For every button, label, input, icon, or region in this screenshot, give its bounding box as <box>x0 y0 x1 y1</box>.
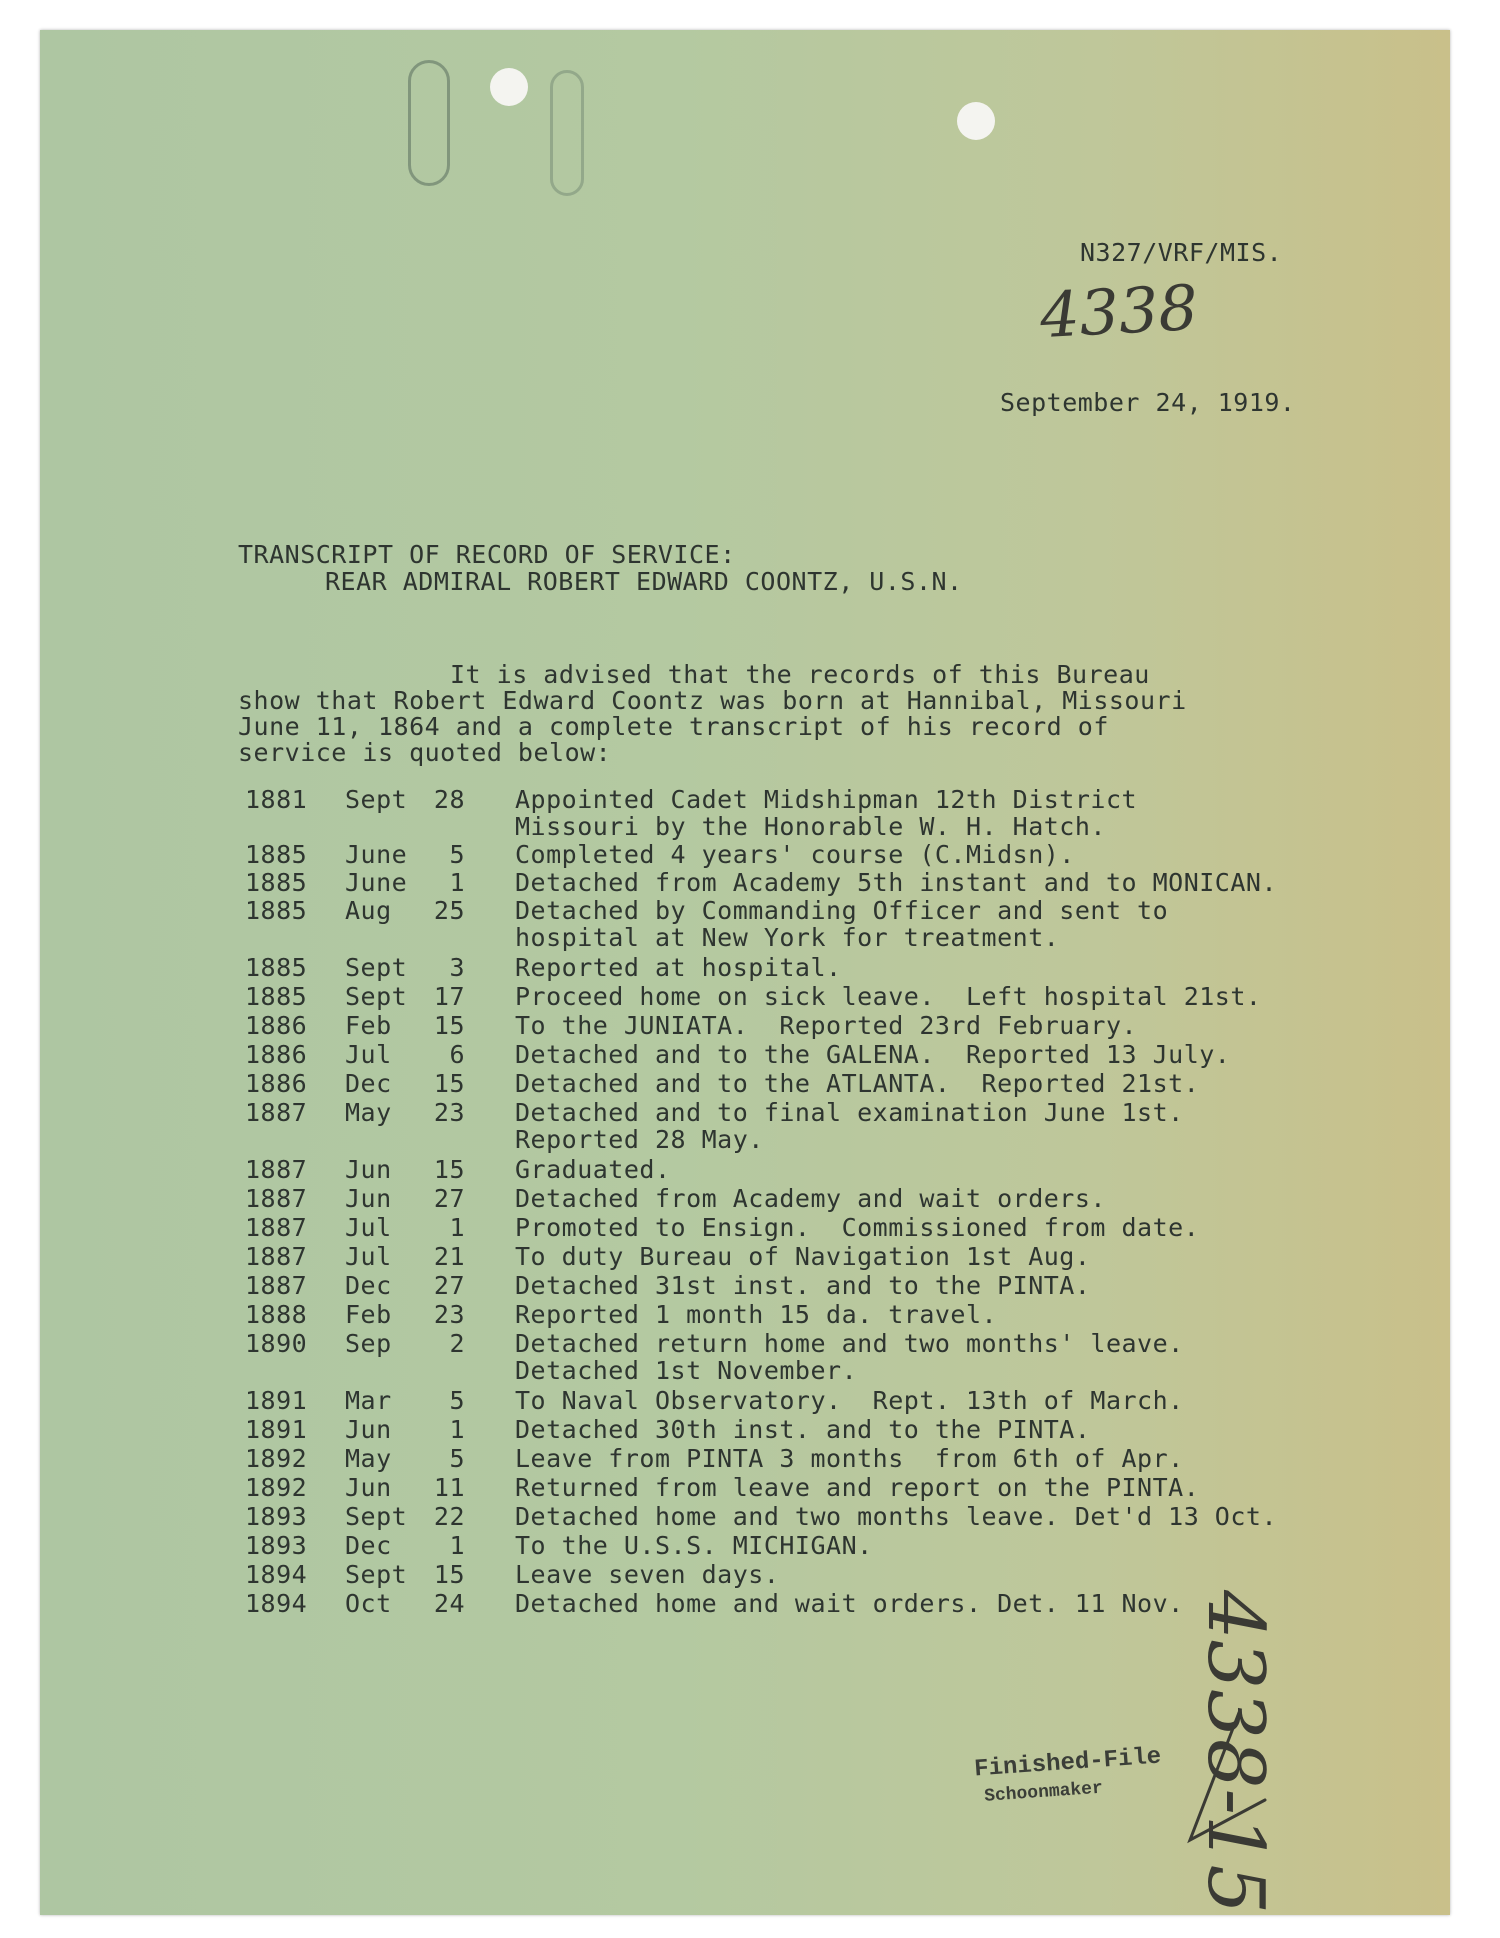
record-row <box>245 1531 873 1561</box>
record-month: Aug <box>345 896 392 925</box>
record-day: 5 <box>449 840 465 869</box>
record-day: 23 <box>433 1300 465 1329</box>
record-entry: Detached and to the GALENA. Reported 13 July. <box>515 1040 1231 1069</box>
record-month: May <box>345 1444 392 1473</box>
document-page <box>40 30 1450 1915</box>
record-entry: Proceed home on sick leave. Left hospital 21st. <box>515 982 1262 1011</box>
record-year: 1893 <box>245 1502 308 1531</box>
record-day: 5 <box>449 1386 465 1415</box>
record-day: 27 <box>433 1271 465 1300</box>
record-year: 1887 <box>245 1098 308 1127</box>
record-month: Sep <box>345 1329 392 1358</box>
record-year: 1887 <box>245 1155 308 1184</box>
record-row <box>245 1444 1184 1474</box>
record-year: 1892 <box>245 1473 308 1502</box>
record-entry: Detached from Academy and wait orders. <box>515 1184 1106 1213</box>
record-month: Jun <box>345 1415 392 1444</box>
record-entry: Leave from PINTA 3 months from 6th of Apr. <box>515 1444 1184 1473</box>
record-entry: Detached from Academy 5th instant and to MONICAN. <box>515 868 1278 897</box>
record-day: 5 <box>449 1444 465 1473</box>
record-year: 1881 <box>245 785 308 814</box>
record-year: 1885 <box>245 896 308 925</box>
record-day: 1 <box>449 1415 465 1444</box>
record-month: Oct <box>345 1589 392 1618</box>
record-day: 1 <box>449 1531 465 1560</box>
record-row <box>245 1242 1091 1272</box>
record-entry: Graduated. <box>515 1155 671 1184</box>
record-month: Jun <box>345 1155 392 1184</box>
punch-hole-right <box>957 102 995 140</box>
handwritten-number: 4338 <box>1038 270 1200 353</box>
record-year: 1887 <box>245 1213 308 1242</box>
record-year: 1886 <box>245 1040 308 1069</box>
record-month: Sept <box>345 785 408 814</box>
record-row <box>245 1386 1184 1416</box>
punch-hole-left <box>490 68 528 106</box>
record-day: 15 <box>433 1069 465 1098</box>
record-row <box>245 1098 1184 1128</box>
record-day: 15 <box>433 1155 465 1184</box>
record-day: 28 <box>433 785 465 814</box>
record-month: Feb <box>345 1300 392 1329</box>
record-row <box>245 1415 1091 1445</box>
record-month: Jul <box>345 1242 392 1271</box>
record-day: 27 <box>433 1184 465 1213</box>
record-day: 24 <box>433 1589 465 1618</box>
record-row <box>245 1300 998 1330</box>
record-month: Jun <box>345 1473 392 1502</box>
record-year: 1894 <box>245 1560 308 1589</box>
record-entry: Promoted to Ensign. Commissioned from date. <box>515 1213 1200 1242</box>
record-month: Dec <box>345 1531 392 1560</box>
record-row <box>245 1271 1091 1301</box>
record-entry: Detached return home and two months' leave. <box>515 1329 1184 1358</box>
record-row <box>245 1473 1200 1503</box>
record-row <box>245 1011 1138 1041</box>
record-row <box>245 1560 780 1590</box>
record-day: 25 <box>433 896 465 925</box>
record-year: 1886 <box>245 1069 308 1098</box>
file-reference: N327/VRF/MIS. <box>1080 238 1283 267</box>
intro-line-1: It is advised that the records of this Bureau <box>450 660 1150 689</box>
record-entry: Detached home and wait orders. Det. 11 Nov. <box>515 1589 1184 1618</box>
finished-file-stamp <box>973 1744 1163 1808</box>
record-month: May <box>345 1098 392 1127</box>
record-entry: Detached home and two months leave. Det'd 13 Oct. <box>515 1502 1278 1531</box>
record-entry: Detached by Commanding Officer and sent to <box>515 896 1169 925</box>
record-year: 1887 <box>245 1271 308 1300</box>
record-day: 2 <box>449 1329 465 1358</box>
record-entry: To duty Bureau of Navigation 1st Aug. <box>515 1242 1091 1271</box>
record-entry-continued: hospital at New York for treatment. <box>515 923 1060 952</box>
record-month: Sept <box>345 982 408 1011</box>
record-year: 1892 <box>245 1444 308 1473</box>
record-year: 1887 <box>245 1242 308 1271</box>
record-month: Sept <box>345 1502 408 1531</box>
record-day: 22 <box>433 1502 465 1531</box>
record-entry: Returned from leave and report on the PINTA. <box>515 1473 1200 1502</box>
record-month: Dec <box>345 1271 392 1300</box>
record-row <box>245 982 1262 1012</box>
record-month: June <box>345 840 408 869</box>
intro-line-4: service is quoted below: <box>238 738 612 767</box>
record-row <box>245 953 842 983</box>
record-row <box>245 1040 1231 1070</box>
record-month: Mar <box>345 1386 392 1415</box>
record-entry: Appointed Cadet Midshipman 12th District <box>515 785 1138 814</box>
record-day: 1 <box>449 868 465 897</box>
intro-line-2: show that Robert Edward Coontz was born at Hannibal, Missouri <box>238 686 1187 715</box>
record-year: 1893 <box>245 1531 308 1560</box>
paper-clip-mark <box>408 60 450 186</box>
record-row <box>245 896 1169 926</box>
record-year: 1885 <box>245 868 308 897</box>
record-day: 15 <box>433 1560 465 1589</box>
record-entry-continued: Detached 1st November. <box>515 1356 858 1385</box>
record-month: June <box>345 868 408 897</box>
record-entry: Detached and to the ATLANTA. Reported 21st. <box>515 1069 1200 1098</box>
record-entry: Detached 31st inst. and to the PINTA. <box>515 1271 1091 1300</box>
record-month: Sept <box>345 1560 408 1589</box>
record-entry-continued: Reported 28 May. <box>515 1125 764 1154</box>
stamp-line-2: Schoonmaker <box>983 1778 1104 1807</box>
record-row <box>245 1184 1106 1214</box>
record-year: 1891 <box>245 1386 308 1415</box>
record-row <box>245 1329 1184 1359</box>
record-day: 1 <box>449 1213 465 1242</box>
record-year: 1887 <box>245 1184 308 1213</box>
record-year: 1888 <box>245 1300 308 1329</box>
record-day: 21 <box>433 1242 465 1271</box>
record-entry-continued: Missouri by the Honorable W. H. Hatch. <box>515 812 1106 841</box>
record-day: 6 <box>449 1040 465 1069</box>
record-row <box>245 785 1138 815</box>
record-row <box>245 1589 1184 1619</box>
paper-clip-mark-2 <box>550 70 584 196</box>
record-month: Dec <box>345 1069 392 1098</box>
record-year: 1885 <box>245 982 308 1011</box>
document-title: TRANSCRIPT OF RECORD OF SERVICE: <box>238 540 736 569</box>
margin-handwriting: 4338-15 <box>1190 1590 1280 1915</box>
record-row <box>245 1069 1200 1099</box>
record-entry: Completed 4 years' course (C.Midsn). <box>515 840 1075 869</box>
record-entry: To the U.S.S. MICHIGAN. <box>515 1531 873 1560</box>
record-row <box>245 1502 1278 1532</box>
record-month: Sept <box>345 953 408 982</box>
record-row <box>245 1213 1200 1243</box>
record-month: Jul <box>345 1213 392 1242</box>
record-day: 11 <box>433 1473 465 1502</box>
record-day: 15 <box>433 1011 465 1040</box>
record-day: 23 <box>433 1098 465 1127</box>
record-year: 1890 <box>245 1329 308 1358</box>
record-row <box>245 868 1278 898</box>
record-day: 3 <box>449 953 465 982</box>
record-year: 1885 <box>245 953 308 982</box>
record-entry: To the JUNIATA. Reported 23rd February. <box>515 1011 1138 1040</box>
record-year: 1891 <box>245 1415 308 1444</box>
record-entry: Leave seven days. <box>515 1560 780 1589</box>
document-subtitle: REAR ADMIRAL ROBERT EDWARD COONTZ, U.S.N. <box>325 567 963 596</box>
record-row <box>245 840 1075 870</box>
record-day: 17 <box>433 982 465 1011</box>
record-year: 1894 <box>245 1589 308 1618</box>
stamp-line-1: Finished-File <box>973 1743 1163 1784</box>
document-date: September 24, 1919. <box>1000 388 1296 417</box>
record-entry: Reported at hospital. <box>515 953 842 982</box>
record-entry: Detached 30th inst. and to the PINTA. <box>515 1415 1091 1444</box>
record-month: Jun <box>345 1184 392 1213</box>
record-row <box>245 1155 671 1185</box>
record-year: 1885 <box>245 840 308 869</box>
record-year: 1886 <box>245 1011 308 1040</box>
record-entry: Detached and to final examination June 1st. <box>515 1098 1184 1127</box>
record-entry: Reported 1 month 15 da. travel. <box>515 1300 998 1329</box>
record-month: Feb <box>345 1011 392 1040</box>
record-entry: To Naval Observatory. Rept. 13th of March. <box>515 1386 1184 1415</box>
intro-line-3: June 11, 1864 and a complete transcript of his record of <box>238 712 1109 741</box>
record-month: Jul <box>345 1040 392 1069</box>
